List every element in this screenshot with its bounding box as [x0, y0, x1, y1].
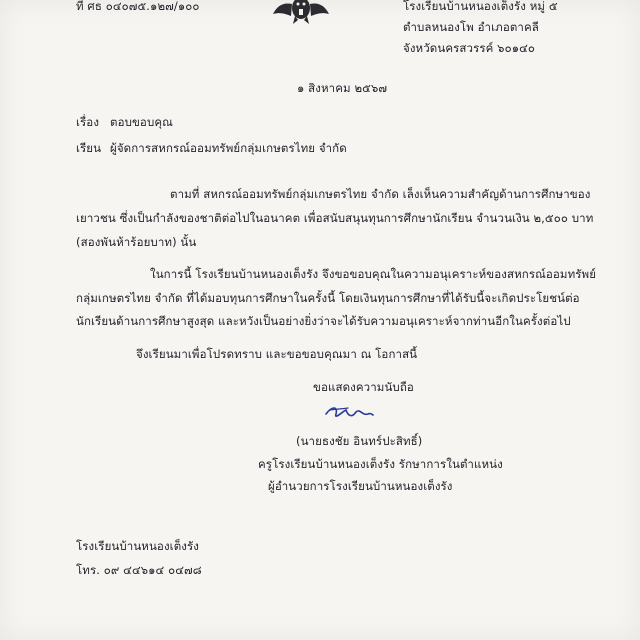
body-paragraph1-line2: เยาวชน ซึ่งเป็นกำลังของชาติต่อไปในอนาคต เพื่อสนับสนุนทุนการศึกษานักเรียน จำนวนเงิน ๒,๕๐๐ บาท: [76, 211, 594, 225]
body-paragraph2-line2: กลุ่มเกษตรไทย จำกัด ที่ได้มอบทุนการศึกษาในครั้งนี้ โดยเงินทุนการศึกษาที่ได้รับนี้จะเกิดประโยชน์ต่อ: [76, 291, 580, 305]
body-paragraph1-line3: (สองพันห้าร้อยบาท) นั้น: [76, 235, 197, 249]
signer-title-line1: ครูโรงเรียนบ้านหนองเต็งรัง รักษาการในตำแหน่ง: [258, 457, 503, 471]
document-number: ที่ ศธ ๐๔๐๗๕.๑๒๗/๑๐๐: [76, 0, 200, 13]
signer-title-line2: ผู้อำนวยการโรงเรียนบ้านหนองเต็งรัง: [268, 479, 453, 493]
signature-mark: [322, 402, 374, 426]
signer-name: (นายธงชัย อินทร์ปะสิทธิ์): [296, 434, 423, 448]
subject-label: เรื่อง: [76, 115, 100, 129]
body-paragraph3-line1: จึงเรียนมาเพื่อโปรดทราบ และขอขอบคุณมา ณ โอกาสนี้: [136, 347, 418, 361]
recipient-label: เรียน: [76, 141, 102, 155]
school-address-line3: จังหวัดนครสวรรค์ ๖๐๑๔๐: [403, 41, 536, 55]
footer-phone: โทร. ๐๙ ๔๔๖๑๔ ๐๔๗๘: [76, 563, 202, 577]
body-paragraph2-line1: ในการนี้ โรงเรียนบ้านหนองเต็งรัง จึงขอขอบคุณในความอนุเคราะห์ของสหกรณ์ออมทรัพย์: [150, 267, 597, 281]
recipient-text: ผู้จัดการสหกรณ์ออมทรัพย์กลุ่มเกษตรไทย จำกัด: [110, 141, 347, 155]
closing-salutation: ขอแสดงความนับถือ: [313, 380, 414, 394]
body-paragraph1-line1: ตามที่ สหกรณ์ออมทรัพย์กลุ่มเกษตรไทย จำกัด เล็งเห็นความสำคัญด้านการศึกษาของ: [170, 187, 591, 201]
school-address-line1: โรงเรียนบ้านหนองเต็งรัง หมู่ ๕: [403, 0, 558, 13]
footer-school-name: โรงเรียนบ้านหนองเต็งรัง: [76, 539, 199, 553]
school-address-line2: ตำบลหนองโพ อำเภอตาคลี: [403, 20, 539, 34]
letter-date: ๑ สิงหาคม ๒๕๖๗: [297, 81, 388, 95]
body-paragraph2-line3: นักเรียนด้านการศึกษาสูงสุด และหวังเป็นอย่างยิ่งว่าจะได้รับความอนุเคราะห์จากท่านอีกในครั้งต่อไป: [76, 314, 571, 328]
garuda-emblem-icon: [271, 0, 331, 24]
subject-text: ตอบขอบคุณ: [110, 115, 173, 129]
